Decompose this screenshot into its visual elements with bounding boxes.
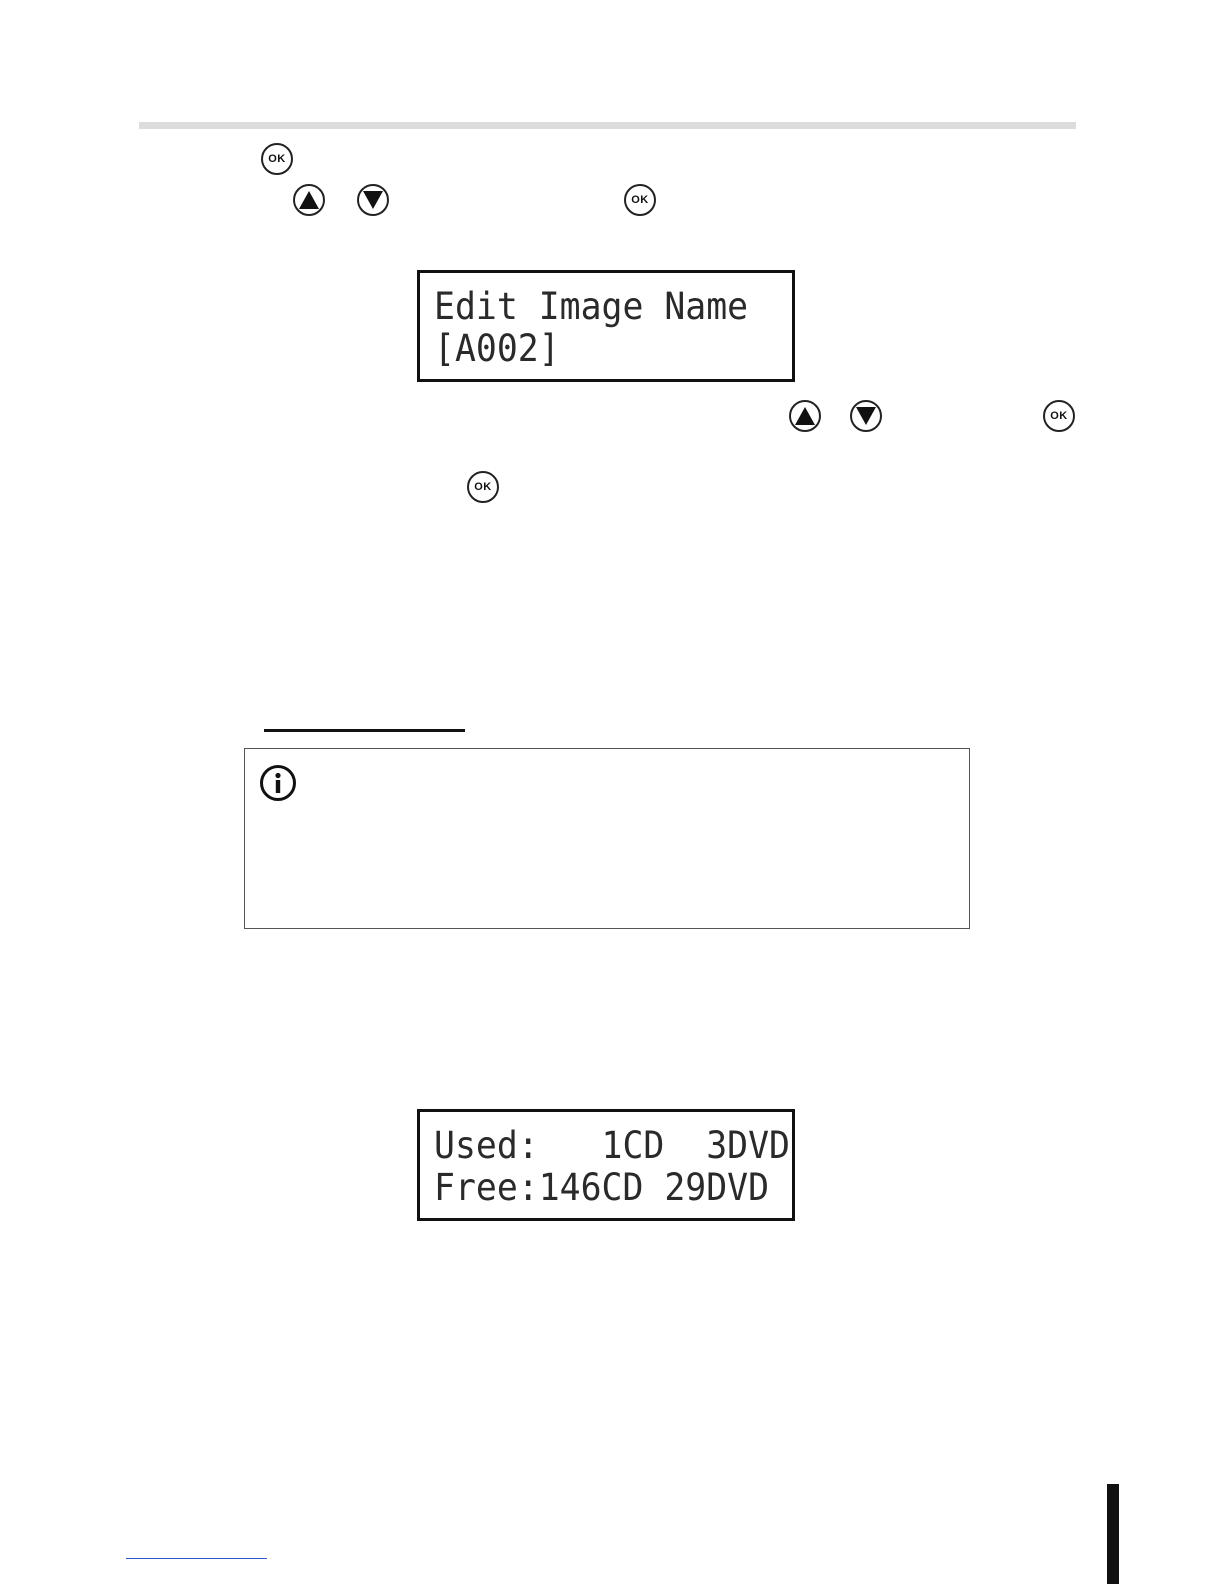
lcd-line-2: Free:146CD 29DVD: [434, 1166, 770, 1209]
ok-key-label: OK: [1050, 410, 1068, 422]
up-arrow-key-icon: [789, 400, 821, 432]
ok-key-icon: [261, 143, 293, 175]
ok-key-icon: [624, 184, 656, 216]
down-arrow-key-icon: [850, 400, 882, 432]
section-heading-underline: [264, 729, 465, 732]
footer-link-underline[interactable]: [126, 1558, 267, 1559]
lcd-line-1: Edit Image Name: [434, 285, 749, 328]
ok-key-label: OK: [631, 194, 649, 206]
note-box: [244, 748, 970, 929]
up-arrow-key-icon: [293, 184, 325, 216]
info-icon: [259, 764, 297, 802]
lcd-line-2: [A002]: [434, 327, 560, 370]
ok-key-icon: [467, 471, 499, 503]
ok-key-label: OK: [268, 153, 286, 165]
lcd-edit-image-name: [417, 270, 795, 382]
header-rule: [139, 122, 1076, 129]
lcd-disc-usage: [417, 1109, 795, 1221]
down-arrow-key-icon: [357, 184, 389, 216]
chapter-thumb-tab: [1107, 1484, 1119, 1584]
ok-key-label: OK: [474, 481, 492, 493]
lcd-line-1: Used: 1CD 3DVD: [434, 1124, 790, 1167]
ok-key-icon: [1043, 400, 1075, 432]
